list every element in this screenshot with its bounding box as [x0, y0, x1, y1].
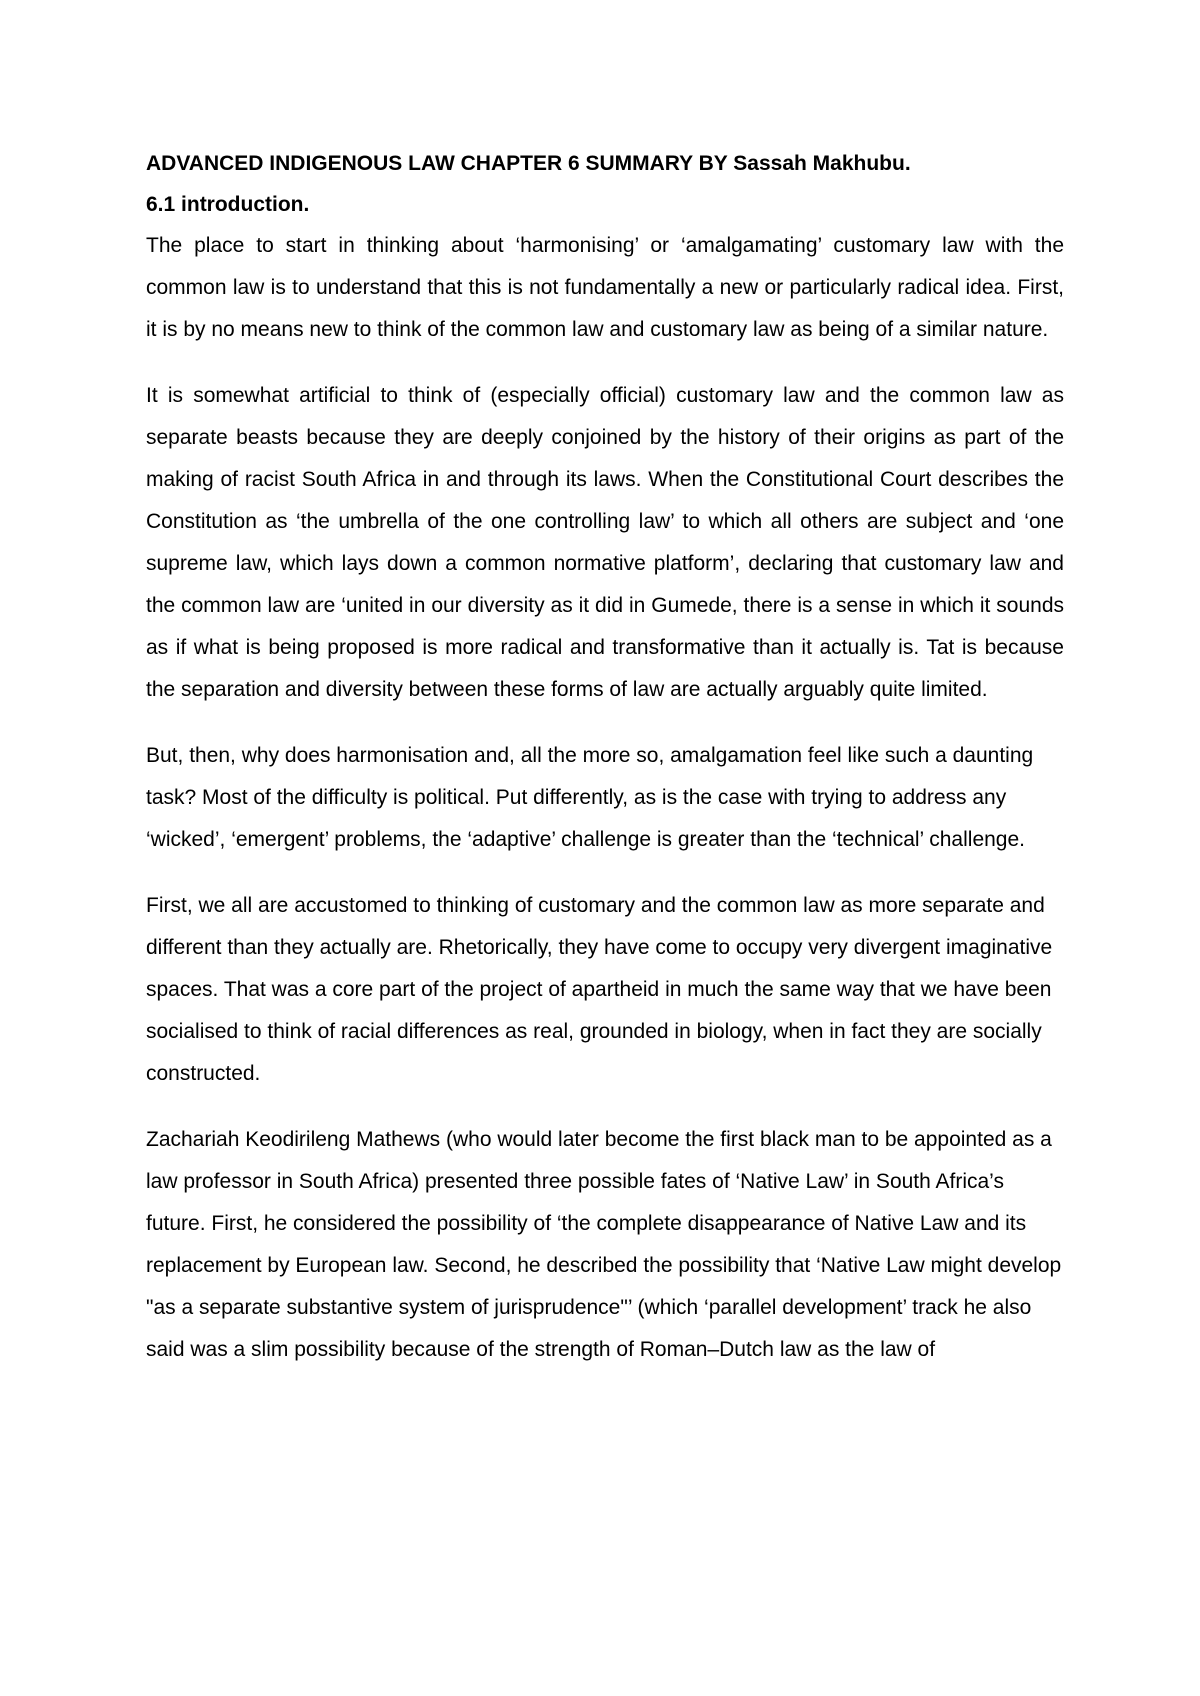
section-heading: 6.1 introduction.: [146, 193, 310, 216]
paragraph-introduction: The place to start in thinking about ‘harmonising’ or ‘amalgamating’ customary law with the common law is to understand that this is not fundamentally a new or particularly radical idea. First, it is by no means new to think of the common law and customary law as being of a similar nature.: [146, 234, 1064, 341]
paragraph-separate-beasts: It is somewhat artificial to think of (especially official) customary law and the common law as separate beasts because they are deeply conjoined by the history of their origins as part of the making of racist South Africa in and through its laws. When the Constitutional Court describes the Constitution as ‘the umbrella of the one controlling law’ to which all others are subject and ‘one supreme law, which lays down a common normative platform’, declaring that customary law and the common law are ‘united in our diversity as it did in Gumede, there is a sense in which it sounds as if what is being proposed is more radical and transformative than it actually is. Tat is because the separation and diversity between these forms of law are actually arguably quite limited.: [146, 384, 1064, 701]
paragraph-accustomed-thinking: First, we all are accustomed to thinking of customary and the common law as more separate and different than they actually are. Rhetorically, they have come to occupy very divergent imaginative spaces. That was a core part of the project of apartheid in much the same way that we have been socialised to think of racial differences as real, grounded in biology, when in fact they are socially constructed.: [146, 894, 1053, 1085]
document-title: ADVANCED INDIGENOUS LAW CHAPTER 6 SUMMARY BY Sassah Makhubu.: [146, 152, 911, 175]
paragraph-mathews-fates: Zachariah Keodirileng Mathews (who would later become the first black man to be appointed as a law professor in South Africa) presented three possible fates of ‘Native Law’ in South Africa’s future. First, he considered the possibility of ‘the complete disappearance of Native Law and its replacement by European law. Second, he described the possibility that ‘Native Law might develop "as a separate substantive system of jurisprudence"’ (which ‘parallel development’ track he also said was a slim possibility because of the strength of Roman–Dutch law as the law of: [146, 1128, 1062, 1361]
paragraph-harmonisation-difficulty: But, then, why does harmonisation and, all the more so, amalgamation feel like such a daunting task? Most of the difficulty is political. Put differently, as is the case with trying to address any ‘wicked’, ‘emergent’ problems, the ‘adaptive’ challenge is greater than the ‘technical’ challenge.: [146, 744, 1034, 851]
document-body: [146, 143, 1064, 1371]
